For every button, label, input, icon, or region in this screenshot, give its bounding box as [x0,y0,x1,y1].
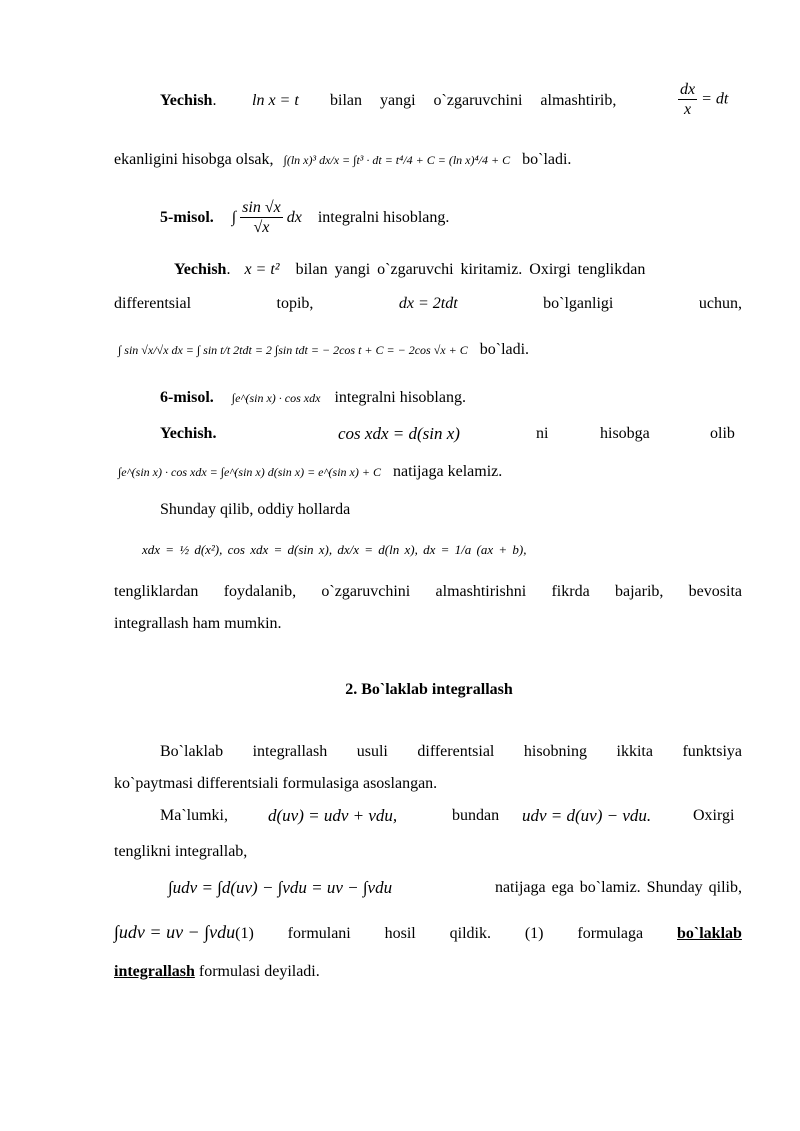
word-bolganligi: bo`lganligi [543,295,614,312]
word-ni: ni [536,425,549,442]
p1-line [160,91,740,110]
formula-cos-d-sin: cos xdx = d(sin x) [338,424,460,443]
term-integrallash: integrallash [114,963,195,980]
word-olib: olib [710,425,735,442]
ex5-den: √x [253,219,270,237]
p11-line1 [160,742,742,761]
formula-integral-parts: ∫udv = ∫d(uv) − ∫vdu = uv − ∫vdu [168,878,393,897]
p5-line [118,340,529,359]
p13-line [114,842,247,861]
text-bolaklab-usuli: Bo`laklab integrallash usuli differentsial hisobning ikkita funktsiya [160,743,742,760]
p15-line [114,922,742,944]
p8-line [160,500,350,519]
text-formulasi: formulasi deyiladi. [198,963,320,980]
text-malumki: Ma`lumki, [160,807,228,824]
frac-num: dx [678,80,697,100]
text-kiritamiz: bilan yangi o`zgaruvchi kiritamiz. Oxirgi tenglikdan [295,261,646,278]
word-hisobga: hisobga [600,425,650,442]
text-bundan: bundan [452,807,500,824]
p16-line [114,962,320,981]
text-kelamiz: natijaga kelamiz. [392,463,503,480]
text-tenglikni: tenglikni integrallab, [114,843,248,860]
ex6-text: integralni hisoblang. [334,389,466,406]
term-bolaklab: bo`laklab [677,925,742,942]
p11-line2 [114,774,437,793]
text-boladi-2: bo`ladi. [479,341,530,358]
formula-ln-x: ln x = t [252,92,299,109]
ex5-num: sin √x [240,198,283,218]
frac-dx-x [678,80,728,119]
word-ref-1: (1) [524,925,544,942]
word-hosil: hosil [384,925,416,942]
p9-line [142,540,526,559]
solution-label-3: Yechish. [160,425,217,442]
dot-2: . [226,261,231,278]
example-6-label: 6-misol. [160,389,214,406]
formula-udv: udv = d(uv) − vdu. [522,806,652,825]
p10-line1 [114,582,742,601]
text-bilan: bilan yangi o`zgaruvchini almashtirib, [330,92,617,109]
word-qildik: qildik. [449,925,491,942]
word-differentsial: differentsial [114,295,192,312]
word-formulaga: formulaga [577,925,644,942]
solution-label-2: Yechish [174,261,227,278]
formula-duv: d(uv) = udv + vdu, [268,806,398,825]
word-uchun: uchun, [698,295,742,312]
ex5-text: integralni hisoblang. [317,209,450,227]
section-heading: 2. Bo`laklab integrallash [345,681,513,698]
text-shunday: Shunday qilib, oddiy hollarda [160,501,351,518]
p6-line [160,424,742,443]
example-6 [160,388,466,407]
formula-esinx: ∫e^(sin x) · cos xdx [231,391,321,405]
text-natijaga-ega: natijaga ega bo`lamiz. Shunday qilib, [494,879,742,896]
p4-line [114,294,742,313]
text-oxirgi: Oxirgi [693,807,735,824]
word-formulani: formulani [287,925,351,942]
p7-line [118,462,502,481]
text-boladi: bo`ladi. [522,151,572,168]
formula-esinx-result: ∫e^(sin x) · cos xdx = ∫e^(sin x) d(sin x) = e^(sin x) + C [118,465,381,479]
word-topib: topib, [276,295,314,312]
formula-x-t2: x = t² [244,261,280,278]
text-ekanligini: ekanligini hisobga olsak, [114,151,274,168]
formula-dx-2tdt: dx = 2tdt [398,295,458,312]
p2-line [114,150,571,169]
solution-label: Yechish [160,92,213,109]
formula-main: ∫udv = uv − ∫vdu [114,922,236,942]
example-5-label: 5-misol. [160,209,214,227]
ex5-dx: dx [286,209,302,227]
text-kopaytmasi: ko`paytmasi differentsiali formulasiga asoslangan. [114,775,438,792]
frac-den: x [684,101,692,119]
frac-rhs: = dt [701,90,729,108]
p12-line [160,806,742,825]
text-integrallash-ham: integrallash ham mumkin. [114,615,282,632]
p14-line [168,878,742,898]
formula-number: (1) [235,925,254,942]
formula-ln-cube: ∫(ln x)³ dx/x = ∫t³ · dt = t⁴/4 + C = (ln x)⁴/4 + C [283,153,511,167]
p10-line2 [114,614,282,633]
formula-sin-sqrt: ∫ sin √x/√x dx = ∫ sin t/t 2tdt = 2 ∫sin tdt = − 2cos t + C = − 2cos √x + C [118,343,468,357]
dot: . [212,92,217,109]
example-5: 5-misol. ∫ $\frac{\sin √x}{√x}$ dx integralni hisoblang. [160,199,450,237]
formula-differentials: xdx = ½ d(x²), cos xdx = d(sin x), dx/x = d(ln x), dx = 1/a (ax + b), [142,542,527,557]
text-tengliklardan: tengliklardan foydalanib, o`zgaruvchini almashtirishni fikrda bajarib, bevosita [114,583,742,600]
p3-line [174,260,645,279]
